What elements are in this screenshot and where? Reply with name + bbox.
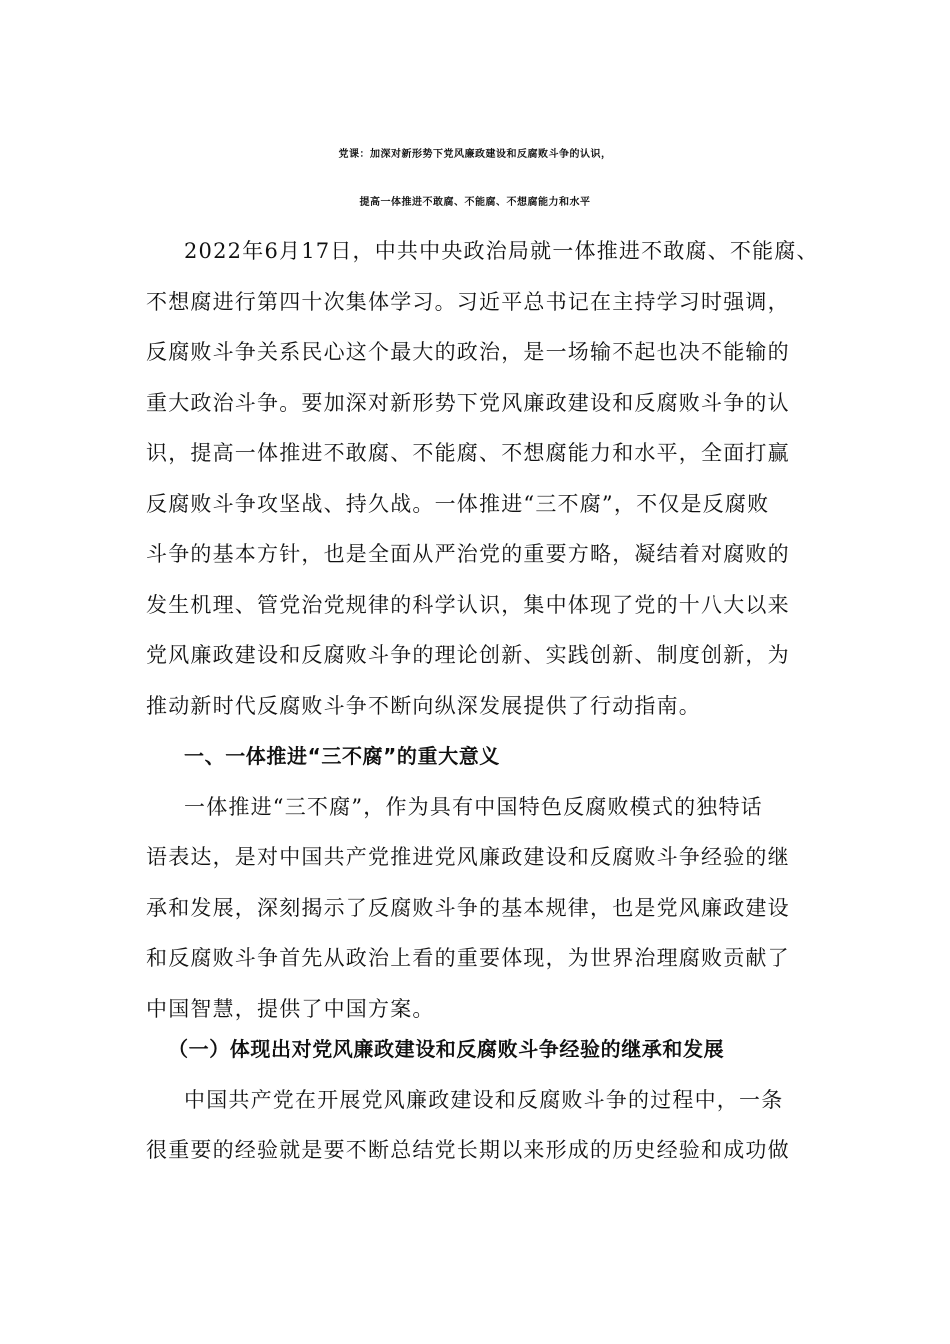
section-heading-2: （一）体现出对党风廉政建设和反腐败斗争经验的继承和发展 bbox=[168, 1037, 725, 1061]
paragraph-1-line-1: 2022年6月17日，中共中央政治局就一体推进不敢腐、不能腐、 bbox=[184, 239, 819, 263]
paragraph-3-line-1: 中国共产党在开展党风廉政建设和反腐败斗争的过程中，一条 bbox=[184, 1088, 784, 1112]
paragraph-1-line-6: 反腐败斗争攻坚战、持久战。一体推进“三不腐”，不仅是反腐败 bbox=[146, 492, 770, 516]
section-heading-1: 一、一体推进“三不腐”的重大意义 bbox=[184, 744, 500, 768]
document-title-line-1: 党课：加深对新形势下党风廉政建设和反腐败斗争的认识， bbox=[338, 149, 612, 160]
paragraph-2-line-5: 中国智慧，提供了中国方案。 bbox=[146, 997, 435, 1021]
paragraph-1-line-3: 反腐败斗争关系民心这个最大的政治，是一场输不起也决不能输的 bbox=[146, 340, 790, 364]
paragraph-1-line-5: 识，提高一体推进不敢腐、不能腐、不想腐能力和水平，全面打赢 bbox=[146, 441, 790, 465]
paragraph-1-line-7: 斗争的基本方针，也是全面从严治党的重要方略，凝结着对腐败的 bbox=[146, 542, 790, 566]
paragraph-1-line-9: 党风廉政建设和反腐败斗争的理论创新、实践创新、制度创新，为 bbox=[146, 643, 790, 667]
paragraph-1-line-10: 推动新时代反腐败斗争不断向纵深发展提供了行动指南。 bbox=[146, 694, 701, 718]
paragraph-2-line-4: 和反腐败斗争首先从政治上看的重要体现，为世界治理腐败贡献了 bbox=[146, 946, 790, 970]
paragraph-1-line-8: 发生机理、管党治党规律的科学认识，集中体现了党的十八大以来 bbox=[146, 593, 790, 617]
paragraph-1-line-4: 重大政治斗争。要加深对新形势下党风廉政建设和反腐败斗争的认 bbox=[146, 391, 790, 415]
document-title-line-2: 提高一体推进不敢腐、不能腐、不想腐能力和水平 bbox=[359, 197, 591, 208]
paragraph-2-line-2: 语表达，是对中国共产党推进党风廉政建设和反腐败斗争经验的继 bbox=[146, 845, 790, 869]
paragraph-2-line-3: 承和发展，深刻揭示了反腐败斗争的基本规律，也是党风廉政建设 bbox=[146, 896, 790, 920]
paragraph-3-line-2: 很重要的经验就是要不断总结党长期以来形成的历史经验和成功做 bbox=[146, 1138, 790, 1162]
paragraph-1-line-2: 不想腐进行第四十次集体学习。习近平总书记在主持学习时强调， bbox=[146, 290, 790, 314]
paragraph-2-line-1: 一体推进“三不腐”，作为具有中国特色反腐败模式的独特话 bbox=[184, 795, 763, 819]
